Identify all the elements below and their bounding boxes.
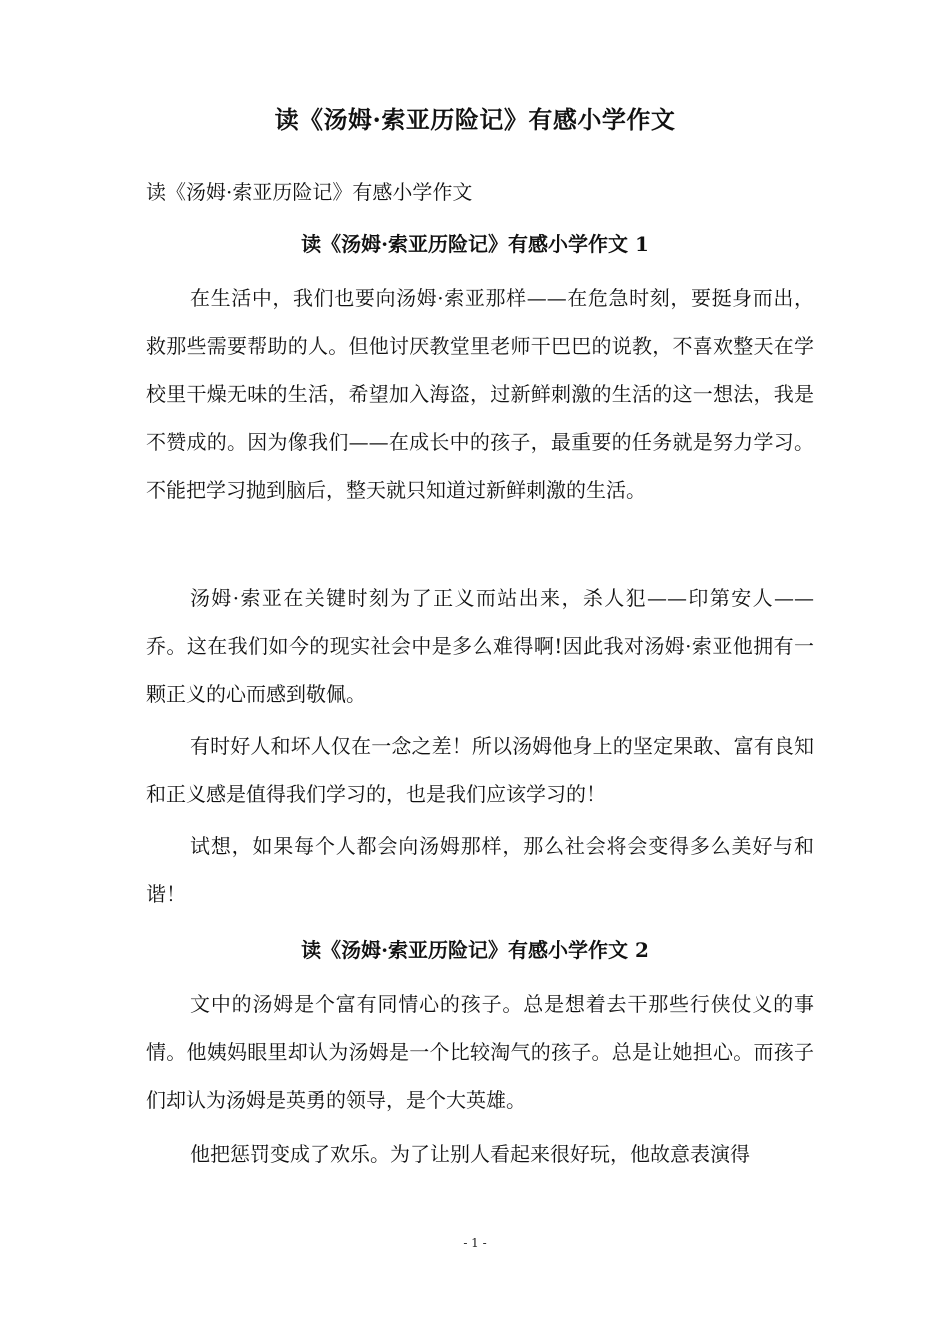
section-1-paragraph-4: 试想，如果每个人都会向汤姆那样，那么社会将会变得多么美好与和谐！ — [146, 834, 814, 906]
section-2-paragraph-2: 他把惩罚变成了欢乐。为了让别人看起来很好玩，他故意表演得 — [190, 1142, 750, 1166]
section-1-paragraph-1: 在生活中，我们也要向汤姆·索亚那样——在危急时刻，要挺身而出，救那些需要帮助的人。但他讨厌教堂里老师干巴巴的说教，不喜欢整天在学校里干燥无味的生活，希望加入海盗，过新鲜刺激的生活的这一想法，我是不赞成的。因为像我们——在成长中的孩子，最重要的任务就是努力学习。不能把学习抛到脑后，整天就只知道过新鲜刺激的生活。 — [146, 286, 814, 502]
section-heading-1: 读《汤姆·索亚历险记》有感小学作文 1 — [301, 232, 649, 256]
section-heading-2: 读《汤姆·索亚历险记》有感小学作文 2 — [301, 938, 649, 962]
section-1-paragraph-2: 汤姆·索亚在关键时刻为了正义而站出来，杀人犯——印第安人——乔。这在我们如今的现实社会中是多么难得啊!因此我对汤姆·索亚他拥有一颗正义的心而感到敬佩。 — [146, 586, 814, 706]
document-subtitle: 读《汤姆·索亚历险记》有感小学作文 — [146, 180, 473, 204]
section-2-paragraph-1: 文中的汤姆是个富有同情心的孩子。总是想着去干那些行侠仗义的事情。他姨妈眼里却认为汤姆是一个比较淘气的孩子。总是让她担心。而孩子们却认为汤姆是英勇的领导，是个大英雄。 — [146, 992, 814, 1112]
section-1-paragraph-3: 有时好人和坏人仅在一念之差！所以汤姆他身上的坚定果敢、富有良知和正义感是值得我们学习的，也是我们应该学习的！ — [146, 734, 814, 806]
document-title: 读《汤姆·索亚历险记》有感小学作文 — [274, 105, 676, 134]
page-number: - 1 - — [463, 1236, 487, 1250]
